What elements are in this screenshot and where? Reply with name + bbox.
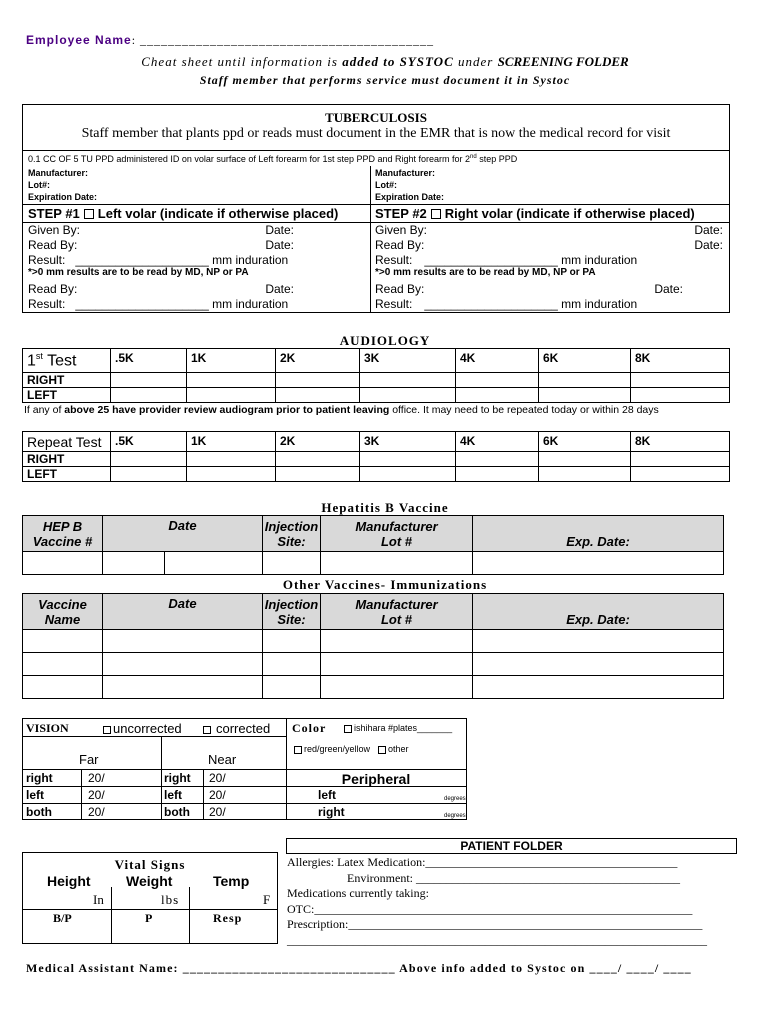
redgreen-checkbox[interactable]	[294, 746, 302, 754]
peripheral-eye-labels: left right	[318, 788, 345, 819]
tb-section	[22, 104, 730, 313]
peripheral-label: Peripheral	[341, 771, 411, 787]
hepb-table	[22, 515, 724, 575]
extra-line[interactable]: ______________________________________________________________________	[287, 932, 707, 947]
corrected-checkbox[interactable]	[203, 726, 211, 734]
audiology-note: If any of above 25 have provider review audiogram prior to patient leaving office. It may need to be repeated today or within 28 days	[24, 404, 659, 416]
lbs-unit: lbs	[161, 892, 180, 907]
otc-field[interactable]: OTC:_______________________________________________________________	[287, 901, 693, 916]
hepb-title: Hepatitis B Vaccine	[321, 500, 449, 515]
allergies-field[interactable]: Allergies: Latex Medication:__________________________________________	[287, 855, 678, 869]
medical-assistant-line[interactable]: Medical Assistant Name: ______________________________ Above info added to Systoc on ____/ ____/ ____	[26, 961, 692, 975]
freq-cell: 8K	[631, 432, 730, 452]
freq-cell: 4K	[456, 349, 539, 373]
right-ear-label: RIGHT	[23, 452, 111, 467]
tb-admin-line: 0.1 CC OF 5 TU PPD administered ID on volar surface of Left forearm for 1st step PPD and Right forearm for 2nd step PPD	[28, 154, 518, 164]
pulse-label: P	[145, 911, 153, 925]
left-ear-label: LEFT	[23, 388, 111, 403]
ishihara-checkbox[interactable]	[344, 725, 352, 733]
step1-header: STEP #1 Left volar (indicate if otherwise placed)	[28, 206, 339, 221]
freq-cell: 3K	[360, 349, 456, 373]
right-ear-label: RIGHT	[23, 373, 111, 388]
freq-cell: 6K	[539, 432, 631, 452]
tb-right-lot-info: Manufacturer: Lot#: Expiration Date:	[375, 168, 445, 202]
color-label: Color	[292, 721, 327, 735]
step2-checkbox[interactable]	[431, 209, 441, 219]
audiology-first-test	[22, 348, 730, 403]
other-col-lot: Manufacturer Lot #	[321, 594, 473, 630]
freq-cell: 1K	[187, 349, 276, 373]
vision-title: VISION	[26, 721, 69, 735]
step2-reread: Read By: Date: Result: ____________________ mm induration	[375, 282, 683, 311]
peripheral-degrees: degrees degrees	[444, 796, 466, 819]
step2-fields: Given By: Date: Read By: Date: Result: ____________________ mm induration	[375, 223, 723, 267]
other-col-site: Injection Site:	[263, 594, 321, 630]
corrected-option[interactable]: corrected	[201, 721, 270, 736]
freq-cell: 3K	[360, 432, 456, 452]
far-eye-labels: right left both	[26, 771, 53, 819]
tb-subtitle: Staff member that plants ppd or reads must document in the EMR that is now the medical record for visit	[81, 126, 671, 141]
near-eye-labels: right left both	[164, 771, 191, 819]
freq-cell: 2K	[276, 432, 360, 452]
step1-rule: *>0 mm results are to be read by MD, NP or PA	[28, 267, 249, 278]
redgreen-option[interactable]: red/green/yellow	[292, 744, 370, 754]
weight-label: Weight	[126, 873, 173, 889]
left-ear-label: LEFT	[23, 467, 111, 482]
other-vaccines-table	[22, 593, 724, 699]
freq-cell: .5K	[111, 349, 187, 373]
audiology-title: AUDIOLOGY	[339, 333, 431, 348]
freq-cell: 6K	[539, 349, 631, 373]
near-label: Near	[208, 752, 237, 767]
inches-unit: In	[93, 892, 104, 907]
freq-cell: 1K	[187, 432, 276, 452]
step1-checkbox[interactable]	[84, 209, 94, 219]
audiology-repeat-test	[22, 431, 730, 482]
hepb-col-site: Injection Site:	[263, 516, 321, 552]
hepb-col-date: Date	[103, 516, 263, 552]
first-test-label: 1st Test	[23, 349, 111, 373]
temp-label: Temp	[213, 873, 250, 889]
prescription-field[interactable]: Prescription:___________________________________________________________	[287, 917, 703, 931]
vital-signs-title: Vital Signs	[114, 857, 186, 872]
tb-left-lot-info: Manufacturer: Lot#: Expiration Date:	[28, 168, 98, 202]
freq-cell: 8K	[631, 349, 730, 373]
fahrenheit-unit: F	[263, 892, 271, 907]
step2-header: STEP #2 Right volar (indicate if otherwise placed)	[375, 206, 695, 221]
patient-folder-fields	[287, 855, 707, 948]
environment-field[interactable]: Environment: ____________________________________________	[347, 870, 680, 885]
staff-note: Staff member that performs service must document it in Systoc	[199, 73, 571, 87]
other-vaccines-title: Other Vaccines- Immunizations	[282, 577, 488, 592]
uncorrected-checkbox[interactable]	[103, 726, 111, 734]
step1-fields: Given By: Date: Read By: Date: Result: ____________________ mm induration	[28, 223, 294, 267]
far-values: 20/ 20/ 20/	[88, 771, 105, 819]
medications-label: Medications currently taking:	[287, 886, 429, 900]
height-label: Height	[47, 873, 91, 889]
vision-section	[22, 718, 467, 820]
repeat-test-label: Repeat Test	[23, 432, 111, 452]
resp-label: Resp	[213, 911, 243, 925]
other-color-checkbox[interactable]	[378, 746, 386, 754]
hepb-col-exp: Exp. Date:	[473, 516, 724, 552]
far-label: Far	[79, 752, 99, 767]
other-col-exp: Exp. Date:	[473, 594, 724, 630]
near-values: 20/ 20/ 20/	[209, 771, 226, 819]
hepb-col-lot: Manufacturer Lot #	[321, 516, 473, 552]
ishihara-option[interactable]: ishihara #plates_______	[342, 723, 452, 733]
freq-cell: 4K	[456, 432, 539, 452]
cheat-sheet-note: Cheat sheet until information is added to SYSTOC under SCREENING FOLDER	[141, 54, 629, 69]
hepb-col-vaccine: HEP B Vaccine #	[23, 516, 103, 552]
step2-rule: *>0 mm results are to be read by MD, NP or PA	[375, 267, 596, 278]
bp-label: B/P	[53, 911, 72, 925]
freq-cell: .5K	[111, 432, 187, 452]
freq-cell: 2K	[276, 349, 360, 373]
patient-folder-title: PATIENT FOLDER	[286, 838, 737, 854]
step1-reread: Read By: Date: Result: ____________________ mm induration	[28, 282, 294, 311]
other-color-option[interactable]: other	[376, 744, 409, 754]
other-col-name: Vaccine Name	[23, 594, 103, 630]
vital-signs-section	[22, 852, 278, 944]
other-col-date: Date	[103, 594, 263, 630]
tb-title: TUBERCULOSIS	[325, 110, 427, 125]
employee-name-label: Employee Name: __________________________________________	[26, 33, 435, 47]
uncorrected-option[interactable]: uncorrected	[101, 721, 182, 736]
